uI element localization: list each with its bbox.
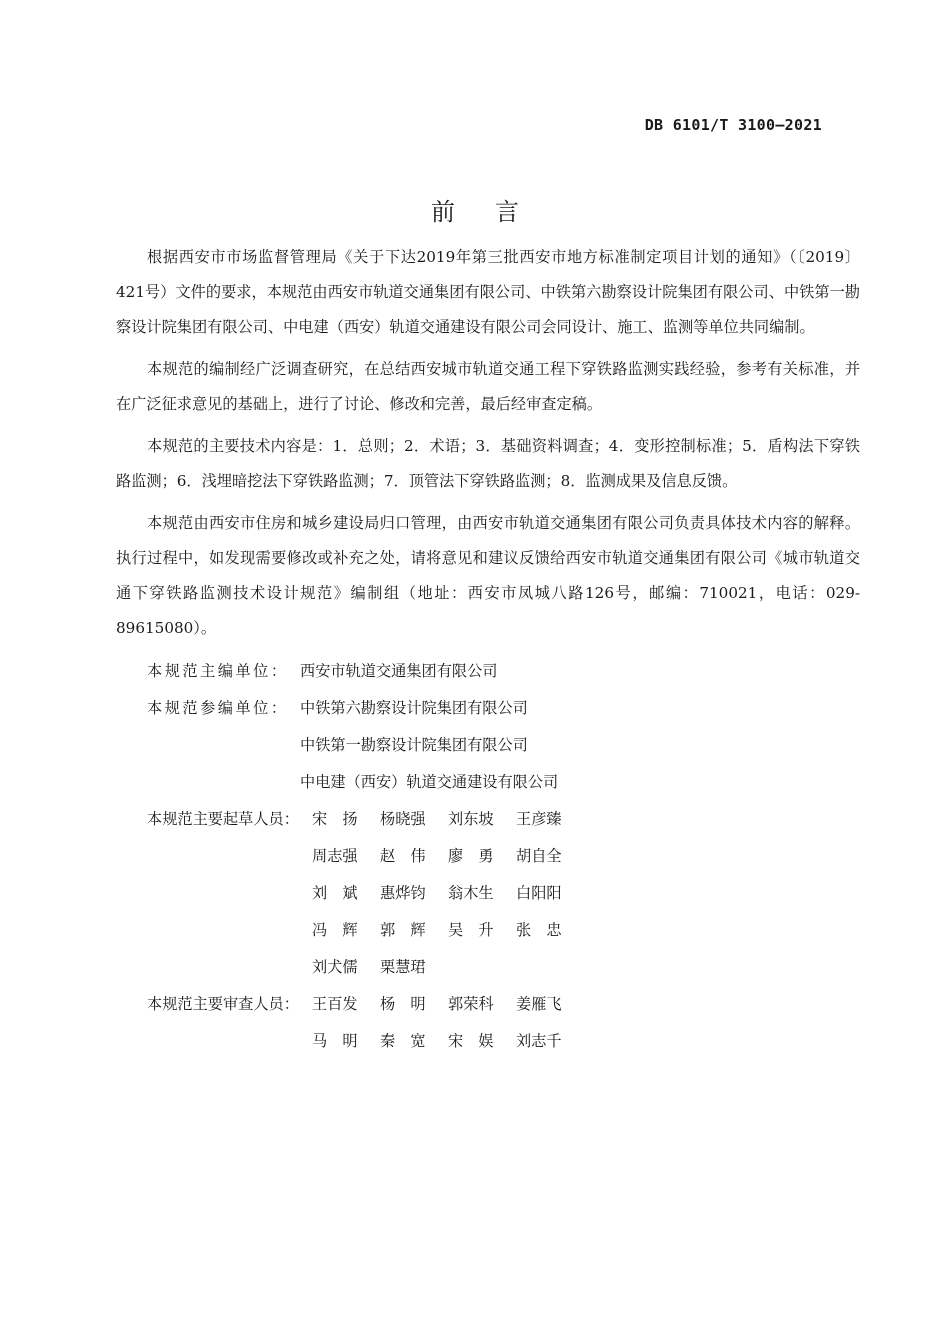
person-name: 赵 伟 <box>380 847 426 865</box>
chief-unit-label: 本规范主编单位： <box>147 662 289 680</box>
person-name: 翁木生 <box>448 884 494 902</box>
person-name: 吴 升 <box>448 921 494 939</box>
drafters-row <box>116 912 860 949</box>
participating-units-label: 本规范参编单位： <box>147 699 289 717</box>
participating-unit: 中铁第一勘察设计院集团有限公司 <box>300 736 528 754</box>
page-title: 前言 <box>431 198 559 226</box>
person-name: 杨 明 <box>380 995 426 1013</box>
person-name: 杨晓强 <box>380 810 426 828</box>
person-name: 郭荣科 <box>448 995 494 1013</box>
participating-unit: 中铁第六勘察设计院集团有限公司 <box>300 699 528 717</box>
drafters-row <box>116 838 860 875</box>
reviewers-row <box>116 986 860 1023</box>
person-name: 宋 娱 <box>448 1032 494 1050</box>
person-name: 廖 勇 <box>448 847 494 865</box>
person-name: 张 忠 <box>516 921 562 939</box>
reviewers-row <box>116 1023 860 1060</box>
person-name: 刘犬儒 <box>312 958 358 976</box>
drafters-row <box>116 801 860 838</box>
standard-number: DB 6101/T 3100—2021 <box>644 116 822 134</box>
paragraph: 本规范的主要技术内容是：1．总则；2．术语；3．基础资料调查；4．变形控制标准；5．盾构法下穿铁路监测；6．浅埋暗挖法下穿铁路监测；7．顶管法下穿铁路监测；8．监测成果及信息反馈。 <box>116 437 860 490</box>
person-name: 马 明 <box>312 1032 358 1050</box>
person-name: 秦 宽 <box>380 1032 426 1050</box>
chief-unit-value: 西安市轨道交通集团有限公司 <box>300 662 498 680</box>
drafters-row <box>116 875 860 912</box>
drafters-label: 本规范主要起草人员： <box>147 810 299 828</box>
person-name: 栗慧珺 <box>380 958 426 976</box>
preface-body <box>116 240 860 1060</box>
person-name: 白阳阳 <box>516 884 562 902</box>
person-name: 刘志千 <box>516 1032 562 1050</box>
person-name: 郭 辉 <box>380 921 426 939</box>
person-name: 王彦臻 <box>516 810 562 828</box>
participating-unit-row <box>116 690 860 727</box>
participating-unit-row <box>116 727 860 764</box>
person-name: 刘 斌 <box>312 884 358 902</box>
person-name: 宋 扬 <box>312 810 358 828</box>
paragraph: 本规范由西安市住房和城乡建设局归口管理，由西安市轨道交通集团有限公司负责具体技术内容的解释。执行过程中，如发现需要修改或补充之处，请将意见和建议反馈给西安市轨道交通集团有限公司《城市轨道交通下穿铁路监测技术设计规范》编制组（地址：西安市凤城八路126号，邮编：710021，电话：029-89615080）。 <box>116 514 860 637</box>
person-name: 惠烨钧 <box>380 884 426 902</box>
person-name: 周志强 <box>312 847 358 865</box>
chief-unit-row <box>116 653 860 690</box>
paragraph: 根据西安市市场监督管理局《关于下达2019年第三批西安市地方标准制定项目计划的通知》（〔2019〕421号）文件的要求，本规范由西安市轨道交通集团有限公司、中铁第六勘察设计院集团有限公司、中铁第一勘察设计院集团有限公司、中电建（西安）轨道交通建设有限公司会同设计、施工、监测等单位共同编制。 <box>116 248 860 336</box>
person-name: 刘东坡 <box>448 810 494 828</box>
person-name: 冯 辉 <box>312 921 358 939</box>
participating-unit-row <box>116 764 860 801</box>
drafters-row <box>116 949 860 986</box>
person-name: 胡自全 <box>516 847 562 865</box>
participating-unit: 中电建（西安）轨道交通建设有限公司 <box>300 773 559 791</box>
person-name: 姜雁飞 <box>516 995 562 1013</box>
person-name: 王百发 <box>312 995 358 1013</box>
paragraph: 本规范的编制经广泛调查研究，在总结西安城市轨道交通工程下穿铁路监测实践经验，参考有关标准，并在广泛征求意见的基础上，进行了讨论、修改和完善，最后经审查定稿。 <box>116 360 860 413</box>
reviewers-label: 本规范主要审查人员： <box>147 995 299 1013</box>
